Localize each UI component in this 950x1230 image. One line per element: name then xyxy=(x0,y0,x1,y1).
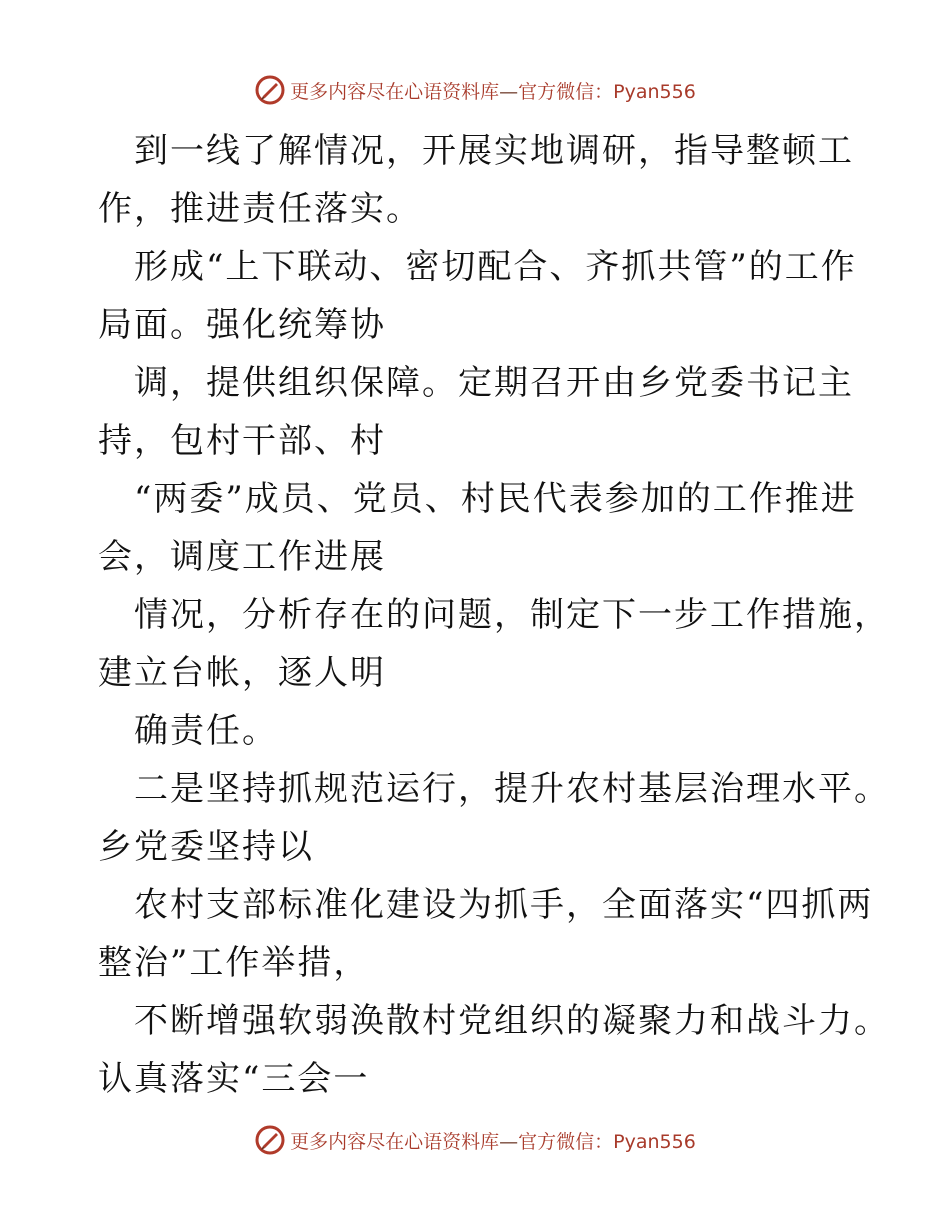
header-banner xyxy=(0,72,950,108)
document-body xyxy=(98,122,890,1108)
body-line: “两委”成员、党员、村民代表参加的工作推进 xyxy=(134,479,857,519)
header-contact-text: 官方微信：Pyan556 xyxy=(518,80,696,103)
pen-swirl-logo-icon xyxy=(254,74,286,106)
body-line: 整治”工作举措， xyxy=(98,943,370,983)
body-line: 情况，分析存在的问题，制定下一步工作措施， xyxy=(134,595,890,635)
body-line: 作，推进责任落实。 xyxy=(98,189,422,229)
body-line: 形成“上下联动、密切配合、齐抓共管”的工作 xyxy=(134,247,857,287)
body-line: 认真落实“三会一 xyxy=(98,1059,370,1099)
footer-separator: — xyxy=(499,1130,519,1153)
body-line: 局面。强化统筹协 xyxy=(98,305,386,345)
body-line: 乡党委坚持以 xyxy=(98,827,314,867)
pen-swirl-logo-icon xyxy=(254,1124,286,1156)
body-line: 二是坚持抓规范运行，提升农村基层治理水平。 xyxy=(134,769,890,809)
footer-banner-text xyxy=(290,1127,696,1154)
body-line: 会，调度工作进展 xyxy=(98,537,386,577)
header-banner-text xyxy=(290,77,696,104)
footer-banner xyxy=(0,1122,950,1158)
body-line: 建立台帐，逐人明 xyxy=(98,653,386,693)
body-line: 农村支部标准化建设为抓手，全面落实“四抓两 xyxy=(134,885,874,925)
body-line: 持，包村干部、村 xyxy=(98,421,386,461)
footer-site-text: 更多内容尽在心语资料库 xyxy=(290,1130,500,1153)
body-line: 不断增强软弱涣散村党组织的凝聚力和战斗力。 xyxy=(134,1001,890,1041)
header-site-text: 更多内容尽在心语资料库 xyxy=(290,80,500,103)
body-line: 调，提供组织保障。定期召开由乡党委书记主 xyxy=(134,363,854,403)
footer-contact-text: 官方微信：Pyan556 xyxy=(518,1130,696,1153)
body-line: 到一线了解情况，开展实地调研，指导整顿工 xyxy=(134,131,854,171)
body-line: 确责任。 xyxy=(134,711,278,751)
header-separator: — xyxy=(499,80,519,103)
